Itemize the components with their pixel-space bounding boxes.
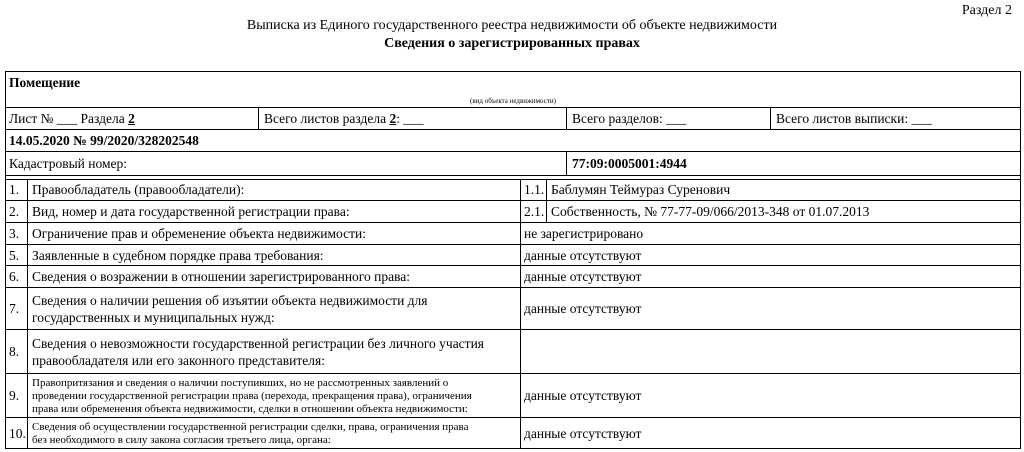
row-value: данные отсутствуют (524, 248, 642, 263)
row-label-line: Сведения об осуществлении государственной регистрации сделки, права, ограничения права (32, 421, 469, 433)
row-label (32, 421, 468, 447)
cadastral-row (6, 152, 1020, 176)
row-label: Ограничение прав и обременение объекта недвижимости: (32, 226, 366, 241)
row-label-line: Сведения о наличии решения об изъятии объекта недвижимости для (32, 293, 428, 308)
row-number: 6. (9, 269, 20, 284)
row-label-line: Сведения о невозможности государственной регистрации без личного участия (32, 336, 485, 351)
total-sections: Всего разделов: ___ (572, 111, 687, 126)
table-row (6, 418, 1020, 449)
table-row (6, 245, 1020, 266)
total-section-sheets-label: Всего листов раздела (264, 111, 390, 126)
row-value: данные отсутствуют (524, 301, 642, 316)
table-row (6, 288, 1020, 330)
sheet-number (9, 111, 135, 127)
table-row (6, 266, 1020, 288)
sheet-info-row (6, 108, 1020, 130)
row-number: 3. (9, 226, 20, 241)
document-title: Выписка из Единого государственного реестра недвижимости об объекте недвижимости (246, 18, 778, 33)
row-value: Собственность, № 77-77-09/066/2013-348 от 01.07.2013 (551, 204, 870, 219)
total-section-sheets (264, 111, 424, 127)
razdel-label: Раздел 2 (961, 3, 1012, 18)
row-label-line: проведении государственной регистрации права (перехода, прекращения права), ограничения (32, 390, 472, 402)
row-label (32, 377, 472, 416)
table-row (6, 223, 1020, 245)
object-type-row (6, 72, 1020, 108)
row-number: 8. (9, 344, 20, 359)
total-extract-sheets: Всего листов выписки: ___ (776, 111, 932, 126)
row-number: 2. (9, 204, 20, 219)
table-row (6, 201, 1020, 223)
row-number: 7. (9, 301, 20, 316)
cadastral-label: Кадастровый номер: (9, 156, 128, 171)
table-row (6, 330, 1020, 374)
row-value: не зарегистрировано (524, 226, 644, 241)
object-type-caption: (вид объекта недвижимости) (470, 97, 556, 105)
row-label: Правообладатель (правообладатели): (32, 182, 245, 197)
row-label-line: Правопритязания и сведения о наличии поступивших, но не рассмотренных заявлений о (32, 377, 449, 389)
table-row (6, 374, 1020, 418)
row-number: 10. (9, 426, 26, 441)
total-section-sheets-blank: : ___ (396, 111, 424, 126)
row-label: Сведения о возражении в отношении зарегистрированного права: (32, 269, 411, 284)
row-value: данные отсутствуют (524, 388, 642, 403)
row-value: Баблумян Теймураз Суренович (551, 182, 731, 197)
row-number: 5. (9, 248, 20, 263)
row-value: данные отсутствуют (524, 269, 642, 284)
document-number: 14.05.2020 № 99/2020/328202548 (9, 133, 199, 148)
document-subtitle: Сведения о зарегистрированных правах (384, 36, 640, 51)
row-label (32, 335, 484, 369)
row-label-line: государственных и муниципальных нужд: (32, 310, 275, 325)
table-row (6, 180, 1020, 201)
rights-table (5, 71, 1021, 449)
row-subnumber: 2.1. (524, 204, 545, 219)
row-label (32, 292, 428, 326)
row-value: данные отсутствуют (524, 426, 642, 441)
row-subnumber: 1.1. (524, 182, 545, 197)
row-label-line: правообладателя или его законного представителя: (32, 353, 325, 368)
row-label: Заявленные в судебном порядке права требования: (32, 248, 324, 263)
row-label-line: права или обременения объекта недвижимости, сделки в отношении объекта недвижимости: (32, 403, 468, 415)
cadastral-number: 77:09:0005001:4944 (572, 156, 687, 171)
document-number-row (6, 130, 1020, 152)
row-label-line: без необходимого в силу закона согласия третьего лица, органа: (32, 434, 331, 446)
row-number: 1. (9, 182, 20, 197)
row-number: 9. (9, 388, 20, 403)
object-type: Помещение (9, 75, 81, 90)
section-number: 2 (128, 111, 135, 126)
row-label: Вид, номер и дата государственной регистрации права: (32, 204, 350, 219)
total-section-sheets-number: 2 (389, 111, 397, 126)
sheet-number-label: Лист № ___ Раздела (9, 111, 129, 126)
